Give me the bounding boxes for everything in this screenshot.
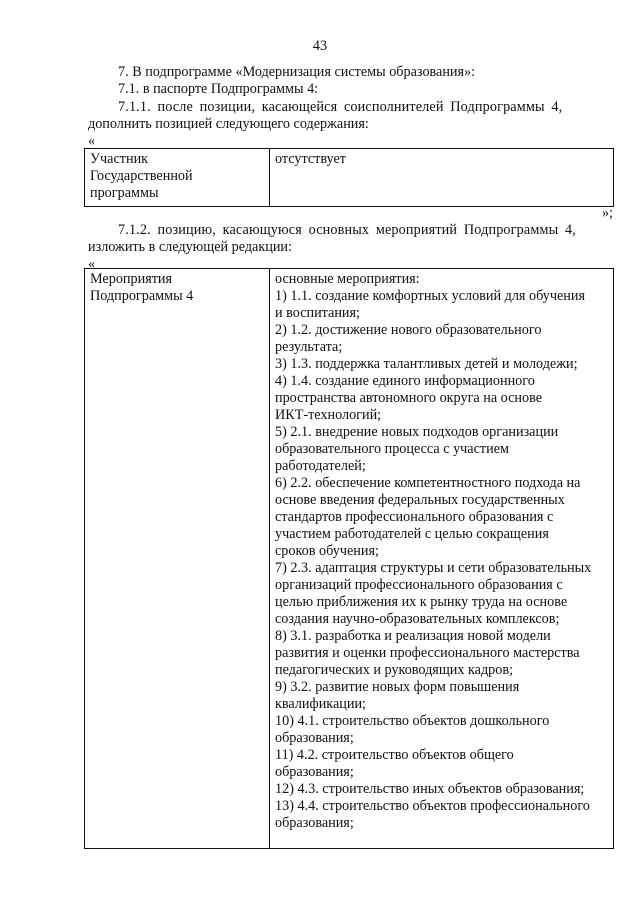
paragraph-7-1-1-line1: 7.1.1. после позиции, касающейся соисполнителей Подпрограммы 4, (118, 99, 563, 115)
participant-table (84, 148, 614, 207)
activity-line: 5) 2.1. внедрение новых подходов организации (275, 424, 559, 440)
activity-line: работодателей; (275, 458, 366, 474)
activity-line: целью приближения их к рынку труда на основе (275, 594, 568, 610)
activity-line: результата; (275, 339, 343, 355)
activity-line: образования; (275, 764, 354, 780)
participant-value-cell (270, 149, 614, 207)
activity-line: сроков обучения; (275, 543, 379, 559)
activity-line: организаций профессионального образования с (275, 577, 563, 593)
activity-line: образования; (275, 815, 354, 831)
closing-quote-1: »; (601, 205, 613, 221)
paragraph-7: 7. В подпрограмме «Модернизация системы образования»: (118, 64, 476, 80)
activity-line: 1) 1.1. создание комфортных условий для обучения (275, 288, 585, 304)
activity-line: и воспитания; (275, 305, 360, 321)
activity-line: 11) 4.2. строительство объектов общего (275, 747, 514, 763)
activity-line: основные мероприятия: (275, 271, 420, 287)
activities-label-cell (85, 269, 270, 849)
activities-table (84, 268, 614, 849)
label-line: Мероприятия (90, 271, 173, 287)
activity-line: ИКТ-технологий; (275, 407, 382, 423)
activity-line: 10) 4.1. строительство объектов дошкольного (275, 713, 550, 729)
paragraph-7-1-1-line2: дополнить позицией следующего содержания: (88, 116, 369, 132)
activity-line: 8) 3.1. разработка и реализация новой модели (275, 628, 551, 644)
paragraph-7-1-2-line2: изложить в следующей редакции: (88, 239, 292, 255)
activity-line: стандартов профессионального образования с (275, 509, 554, 525)
participant-label-cell (85, 149, 270, 207)
activity-line: создания научно-образовательных комплексов; (275, 611, 560, 627)
activity-line: образования; (275, 730, 354, 746)
label-line: Участник (90, 151, 149, 167)
opening-quote-2: « (88, 256, 96, 272)
page-number: 43 (312, 38, 328, 54)
label-line: Государственной (90, 168, 193, 184)
activity-line: 12) 4.3. строительство иных объектов образования; (275, 781, 585, 797)
activity-line: 3) 1.3. поддержка талантливых детей и молодежи; (275, 356, 578, 372)
activity-line: основе введения федеральных государственных (275, 492, 565, 508)
activity-line: участием работодателей с целью сокращения (275, 526, 549, 542)
activity-line: образовательного процесса с участием (275, 441, 509, 457)
paragraph-7-1: 7.1. в паспорте Подпрограммы 4: (118, 81, 319, 97)
opening-quote-1: « (88, 133, 96, 149)
activity-line: 4) 1.4. создание единого информационного (275, 373, 535, 389)
label-line: программы (90, 185, 159, 201)
participant-value: отсутствует (275, 151, 346, 167)
label-line: Подпрограммы 4 (90, 288, 194, 304)
paragraph-7-1-2-line1: 7.1.2. позицию, касающуюся основных мероприятий Подпрограммы 4, (118, 222, 576, 238)
activity-line: 6) 2.2. обеспечение компетентностного подхода на (275, 475, 581, 491)
activity-line: пространства автономного округа на основе (275, 390, 543, 406)
activities-value-cell (270, 269, 614, 849)
table-row (85, 149, 614, 207)
activity-line: 2) 1.2. достижение нового образовательного (275, 322, 542, 338)
table-row (85, 269, 614, 849)
activity-line: 9) 3.2. развитие новых форм повышения (275, 679, 520, 695)
activity-line: 13) 4.4. строительство объектов профессионального (275, 798, 590, 814)
activity-line: развития и оценки профессионального мастерства (275, 645, 580, 661)
activity-line: квалификации; (275, 696, 366, 712)
activity-line: педагогических и руководящих кадров; (275, 662, 514, 678)
activity-line: 7) 2.3. адаптация структуры и сети образовательных (275, 560, 592, 576)
